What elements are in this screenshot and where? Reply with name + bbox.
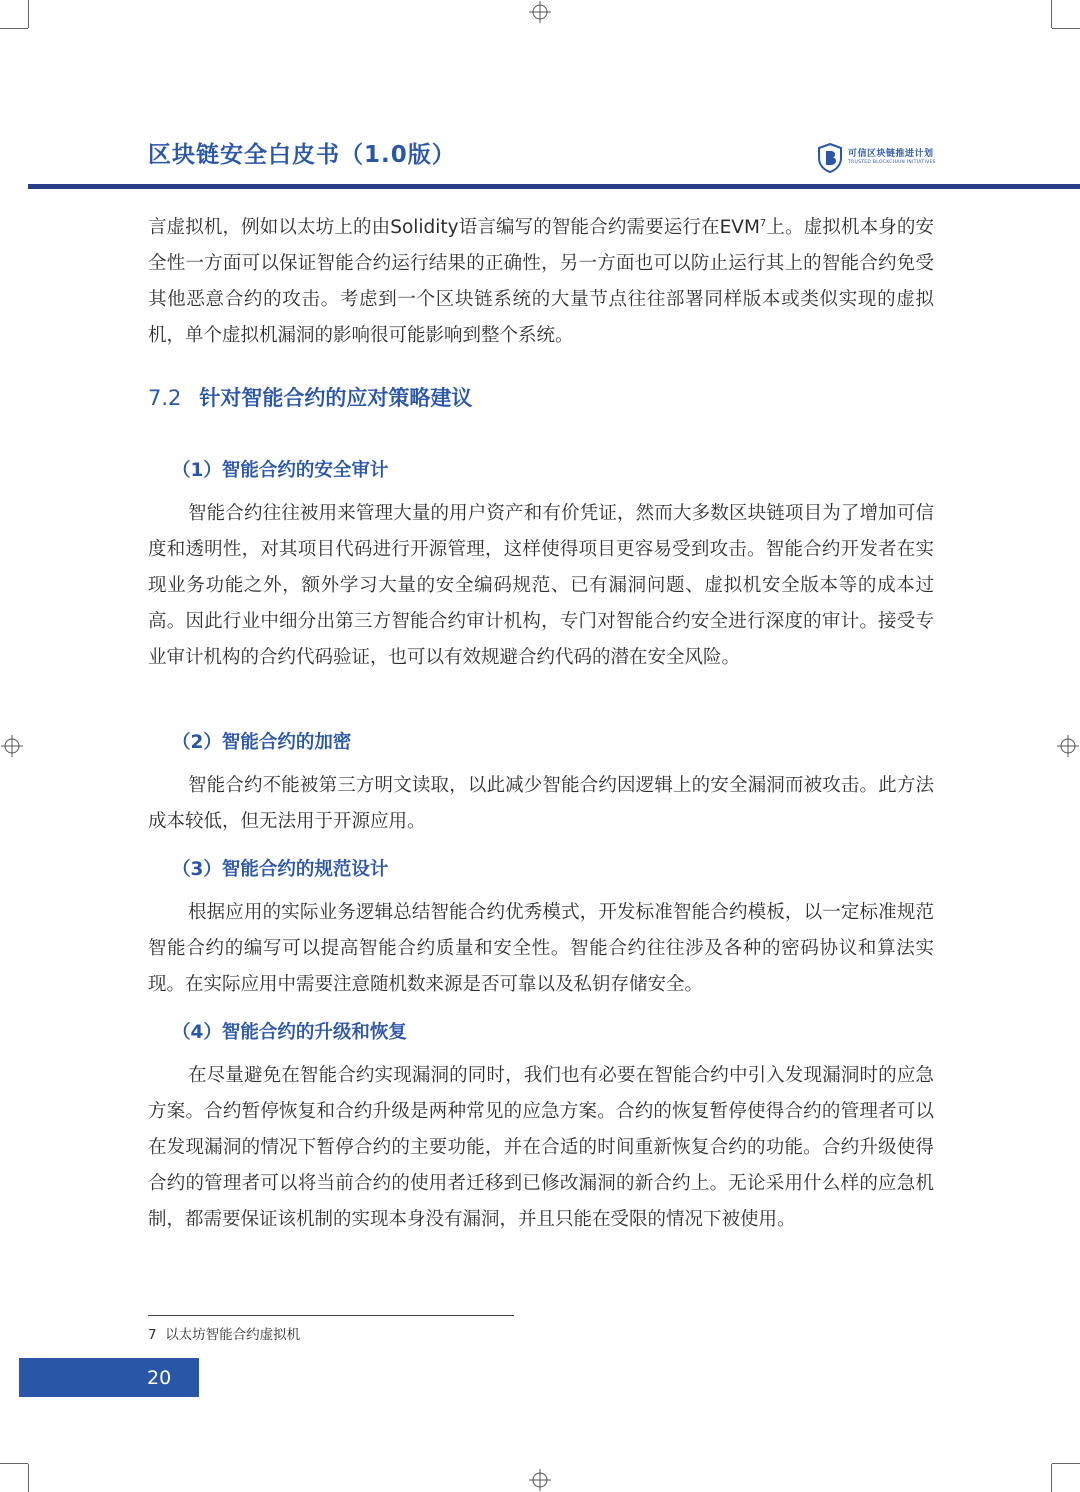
intro-text-part2: 上。虚拟机本身的安全性一方面可以保证智能合约运行结果的正确性，另一方面也可以防止运行其上的智能合约免受其他恶意合约的攻击。考虑到一个区块链系统的大量节点往往部署同样版本或类似实现的虚拟机，单个虚拟机漏洞的影响很可能影响到整个系统。	[148, 217, 934, 346]
footnote	[148, 1323, 300, 1343]
logo-english-name: TRUSTED BLOCKCHAIN INITIATIVES	[848, 160, 936, 166]
subsection-body-4	[148, 1058, 934, 1238]
crop-mark-bottom-right-h	[1052, 1463, 1080, 1464]
intro-block	[148, 210, 934, 354]
crop-mark-top-left-v	[28, 0, 29, 28]
subsection-paragraph-4: 在尽量避免在智能合约实现漏洞的同时，我们也有必要在智能合约中引入发现漏洞时的应急方案。合约暂停恢复和合约升级是两种常见的应急方案。合约的恢复暂停使得合约的管理者可以在发现漏洞的情况下暂停合约的主要功能，并在合适的时间重新恢复合约的功能。合约升级使得合约的管理者可以将当前合约的使用者迁移到已修改漏洞的新合约上。无论采用什么样的应急机制，都需要保证该机制的实现本身没有漏洞，并且只能在受限的情况下被使用。	[148, 1065, 934, 1230]
header-rule	[28, 184, 1080, 189]
crop-mark-bottom-left-h	[0, 1463, 28, 1464]
subsection-paragraph-1: 智能合约往往被用来管理大量的用户资产和有价凭证，然而大多数区块链项目为了增加可信度和透明性，对其项目代码进行开源管理，这样使得项目更容易受到攻击。智能合约开发者在实现业务功能之外，额外学习大量的安全编码规范、已有漏洞问题、虚拟机安全版本等的成本过高。因此行业中细分出第三方智能合约审计机构，专门对智能合约安全进行深度的审计。接受专业审计机构的合约代码验证，也可以有效规避合约代码的潜在安全风险。	[148, 503, 934, 668]
footnote-rule	[148, 1315, 514, 1316]
page-number-tab	[19, 1358, 199, 1397]
header-title: 区块链安全白皮书（1.0版）	[148, 142, 456, 168]
crop-mark-top-left-h	[0, 28, 28, 29]
crop-mark-top-right-v	[1051, 0, 1052, 28]
intro-text-part1: 言虚拟机，例如以太坊上的由Solidity语言编写的智能合约需要运行在EVM	[148, 217, 760, 238]
logo-chinese-name: 可信区块链推进计划	[848, 149, 934, 160]
page-number: 20	[147, 1366, 172, 1389]
subsection-heading-4: （4）智能合约的升级和恢复	[172, 1022, 407, 1043]
intro-paragraph	[148, 210, 934, 354]
subsection-heading-1: （1）智能合约的安全审计	[172, 460, 389, 481]
section-heading	[148, 382, 472, 412]
subsection-paragraph-3: 根据应用的实际业务逻辑总结智能合约优秀模式，开发标准智能合约模板，以一定标准规范智能合约的编写可以提高智能合约质量和安全性。智能合约往往涉及各种的密码协议和算法实现。在实际应用中需要注意随机数来源是否可靠以及私钥存储安全。	[148, 902, 934, 995]
registration-mark-right-icon	[1057, 735, 1079, 757]
header-logo	[818, 143, 936, 173]
subsection-heading-2: （2）智能合约的加密	[172, 732, 352, 753]
footnote-reference[interactable]: 7	[759, 217, 767, 229]
crop-mark-top-right-h	[1052, 28, 1080, 29]
crop-mark-bottom-left-v	[28, 1464, 29, 1492]
registration-mark-left-icon	[1, 735, 23, 757]
subsection-heading-3: （3）智能合约的规范设计	[172, 859, 389, 880]
registration-mark-top-icon	[529, 1, 551, 23]
subsection-paragraph-2: 智能合约不能被第三方明文读取，以此减少智能合约因逻辑上的安全漏洞而被攻击。此方法成本较低，但无法用于开源应用。	[148, 775, 934, 832]
crop-mark-bottom-right-v	[1051, 1464, 1052, 1492]
footnote-text: 以太坊智能合约虚拟机	[165, 1327, 301, 1343]
subsection-body-1	[148, 496, 934, 676]
footnote-number: 7	[148, 1327, 157, 1343]
subsection-body-3	[148, 895, 934, 1003]
subsection-body-2	[148, 768, 934, 840]
section-number: 7.2	[148, 386, 182, 410]
shield-logo-icon	[818, 143, 842, 173]
section-title: 针对智能合约的应对策略建议	[199, 386, 473, 410]
registration-mark-bottom-icon	[529, 1469, 551, 1491]
